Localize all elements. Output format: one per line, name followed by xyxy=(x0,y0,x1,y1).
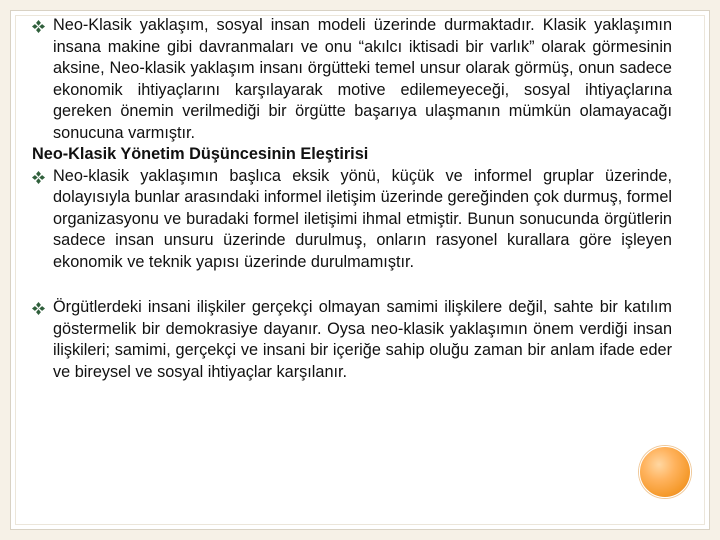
paragraph-critique: Neo-klasik yaklaşımın başlıca eksik yönü, küçük ve informel gruplar üzerinde, dolayısıyla bunlar arasındaki informel iletişim üzerinde gereğinden çok durmuş, formel organizasyonu ve buradaki formel iletişimi ihmal etmiştir. Bunun sonucunda örgütlerin sadece insan unsuru üzerinde durulmuş, onların rasyonel kurallara göre işleyen ekonomik ve teknik yapısı üzerinde durulmamıştır. xyxy=(53,166,672,271)
bullet-paragraph-2 xyxy=(32,166,672,274)
section-heading: Neo-Klasik Yönetim Düşüncesinin Eleştirisi xyxy=(32,145,369,163)
bullet-paragraph-3 xyxy=(32,297,672,383)
slide-content xyxy=(32,15,672,383)
spacer xyxy=(32,273,672,297)
diamond-quad-icon xyxy=(32,171,45,184)
diamond-quad-icon xyxy=(32,20,45,33)
paragraph-neo-klasik-intro: Neo-Klasik yaklaşım, sosyal insan modeli üzerinde durmaktadır. Klasik yaklaşımın insana makine gibi davranmaları ve onu “akılcı iktisadi bir varlık” olarak görmesinin aksine, Neo-klasik yaklaşım insanı örgütteki temel unsur olarak görmüş, onun sadece ekonomik ihtiyaçlarını karşılayarak motive edilemeyeceği, sosyal ihtiyaçlarına gereken önemin verilmediği bir örgütte başarıya ulaşmanın mümkün olamayacağı sonucuna varmıştır. xyxy=(53,16,672,142)
paragraph-human-relations: Örgütlerdeki insani ilişkiler gerçekçi olmayan samimi ilişkilere değil, sahte bir katılım göstermelik bir demokrasiye dayanır. Oysa neo-klasik yaklaşımın önem verdiği insan ilişkileri; samimi, gerçekçi ve insani bir içeriğe sahip oluğu zaman bir anlam ifade eder ve bireysel ve sosyal ihtiyaçlar karşılanır. xyxy=(53,298,672,381)
diamond-quad-icon xyxy=(32,302,45,315)
bullet-paragraph-1 xyxy=(32,15,672,144)
decorative-orange-circle xyxy=(639,446,691,498)
